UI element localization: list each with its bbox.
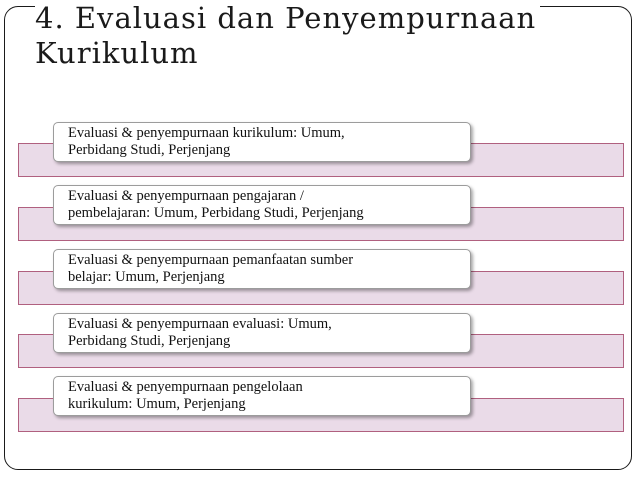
list-item-1	[53, 122, 471, 162]
title-line-2: Kurikulum	[35, 36, 199, 70]
list-item-4	[53, 313, 471, 353]
list-item-2-text: Evaluasi & penyempurnaan pengajaran / pembelajaran: Umum, Perbidang Studi, Perjenjang	[68, 188, 364, 221]
list-item-5-text: Evaluasi & penyempurnaan pengelolaan kurikulum: Umum, Perjenjang	[68, 379, 303, 412]
list-item-3-text: Evaluasi & penyempurnaan pemanfaatan sumber belajar: Umum, Perjenjang	[68, 252, 354, 285]
title-line-1: 4. Evaluasi dan Penyempurnaan	[35, 1, 537, 35]
list-item-5	[53, 376, 471, 416]
slide-title	[35, 1, 540, 71]
list-item-2	[53, 185, 471, 225]
list-item-3	[53, 249, 471, 289]
list-item-1-text: Evaluasi & penyempurnaan kurikulum: Umum, Perbidang Studi, Perjenjang	[68, 125, 345, 158]
list-item-4-text: Evaluasi & penyempurnaan evaluasi: Umum, Perbidang Studi, Perjenjang	[68, 316, 332, 349]
